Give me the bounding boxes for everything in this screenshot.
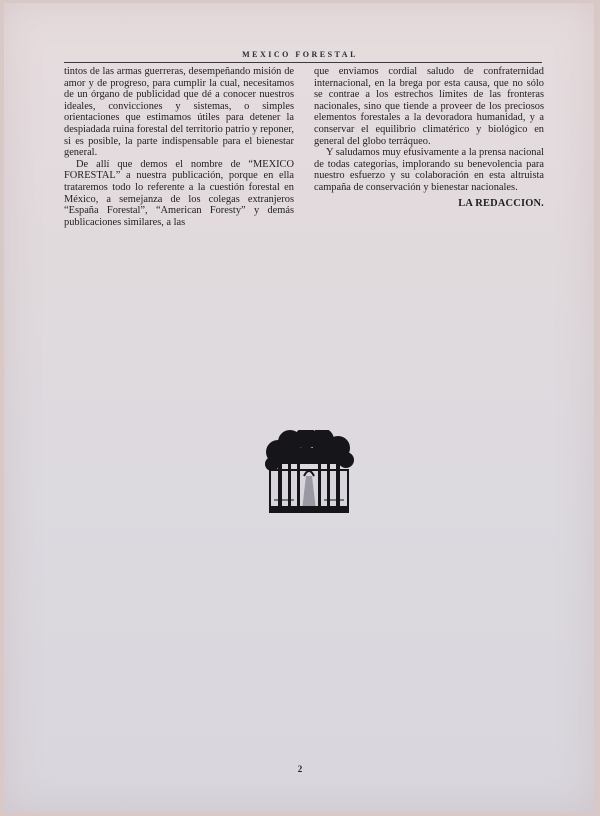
right-paragraph-1: que enviamos cordial saludo de confraternidad internacional, en la brega por esta causa, que no sólo se contrae a los estrechos límites de las fronteras nacionales, sino que tiende a proveer de los preciosos elementos forestales a la devoradora humanidad, y a conservar el equilibrio climatérico y biológico en general del globo terráqueo. (314, 66, 544, 147)
right-paragraph-2: Y saludamos muy efusivamente a la prensa nacional de todas categorías, implorando su benevolencia para nuestro esfuerzo y su colaboración en esta altruista campaña de conservación y bienestar nacionales. (314, 147, 544, 193)
left-paragraph-1: tintos de las armas guerreras, desempeñando misión de amor y de progreso, para cumplir la cual, necesitamos de un órgano de publicidad que dé a conocer nuestros ideales, convicciones y sistemas, o simples orientaciones que estimamos útiles para detener la despiadada ruina forestal del territorio patrio y reponer, si es posible, la parte indispensable para el bienestar general. (64, 66, 294, 159)
running-title: MEXICO FORESTAL (242, 50, 358, 59)
right-column (314, 66, 544, 209)
header-rule (64, 62, 542, 63)
signature: LA REDACCION. (458, 197, 544, 209)
forest-emblem-icon (264, 430, 354, 514)
left-paragraph-2: De allí que demos el nombre de “MEXICO FORESTAL” a nuestra publicación, porque en ella trataremos todo lo referente a la cuestión forestal en México, a semejanza de los colegas extranjeros “España Forestal”, “American Foresty” y demás publicaciones similares, a las (64, 158, 294, 228)
page-number: 2 (297, 764, 303, 774)
left-column (64, 66, 294, 228)
